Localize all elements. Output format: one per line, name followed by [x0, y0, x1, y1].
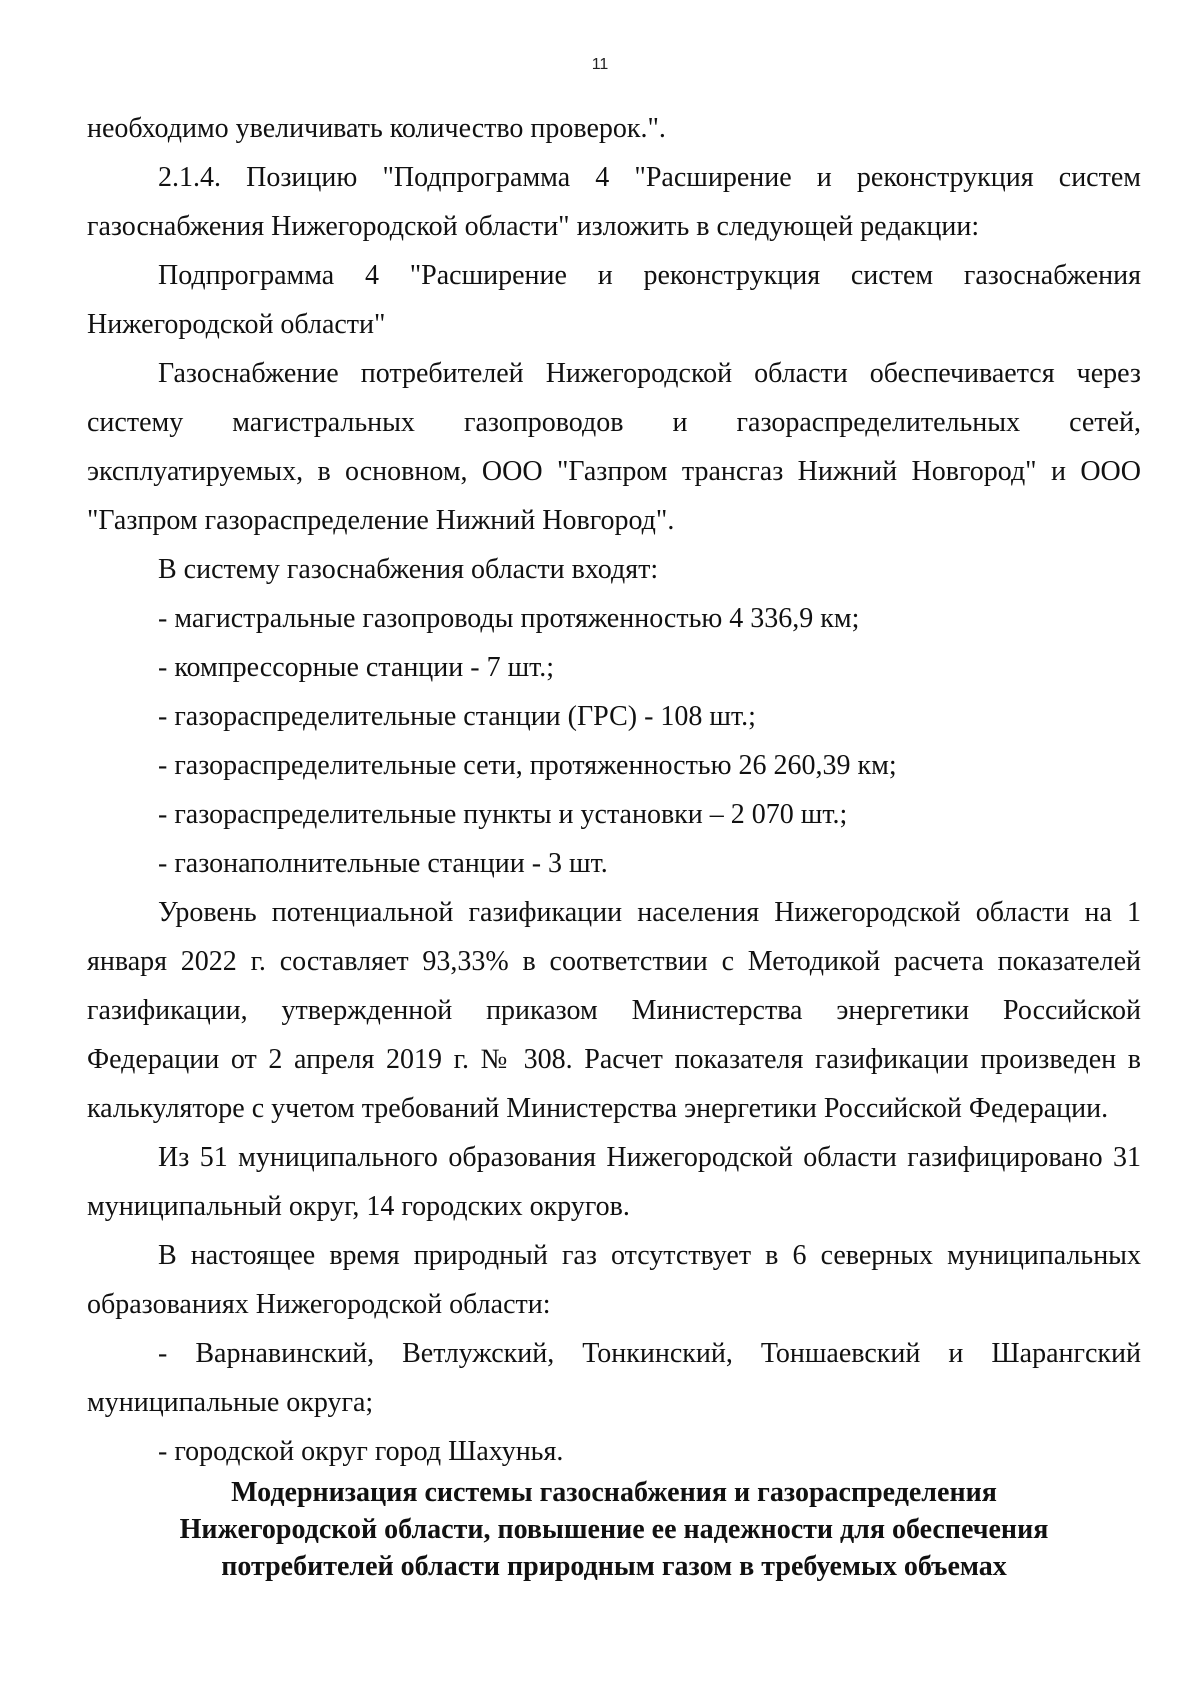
list-item: - газонаполнительные станции - 3 шт. — [158, 848, 608, 879]
section-heading-line: Модернизация системы газоснабжения и газораспределения — [231, 1477, 997, 1508]
paragraph: Из 51 муниципального образования Нижегородской области газифицировано 31 муниципальный округ, 14 городских округов. — [87, 1142, 1141, 1222]
paragraph: Газоснабжение потребителей Нижегородской области обеспечивается через систему магистральных газопроводов и газораспределительных сетей, эксплуатируемых, в основном, ООО "Газпром трансгаз Нижний Новгород" и ООО "Газпром газораспределение Нижний Новгород". — [87, 358, 1141, 536]
section-heading-line: Нижегородской области, повышение ее надежности для обеспечения — [179, 1514, 1049, 1545]
document-body — [87, 104, 1141, 1476]
list-item: - газораспределительные сети, протяженностью 26 260,39 км; — [158, 750, 897, 781]
section-heading-line: потребителей области природным газом в требуемых объемах — [221, 1551, 1007, 1582]
page-number: 11 — [591, 56, 609, 73]
paragraph: необходимо увеличивать количество проверок.". — [87, 113, 666, 144]
paragraph: 2.1.4. Позицию "Подпрограмма 4 "Расширение и реконструкция систем газоснабжения Нижегородской области" изложить в следующей редакции: — [87, 162, 1141, 242]
paragraph: В систему газоснабжения области входят: — [158, 554, 659, 585]
list-item: - Варнавинский, Ветлужский, Тонкинский, Тоншаевский и Шарангский муниципальные округа; — [87, 1338, 1141, 1418]
list-item: - магистральные газопроводы протяженностью 4 336,9 км; — [158, 603, 860, 634]
list-item: - газораспределительные пункты и установки – 2 070 шт.; — [158, 799, 848, 830]
list-item: - газораспределительные станции (ГРС) - 108 шт.; — [158, 701, 756, 732]
paragraph: Подпрограмма 4 "Расширение и реконструкция систем газоснабжения Нижегородской области" — [87, 260, 1141, 340]
list-item: - городской округ город Шахунья. — [158, 1436, 564, 1467]
paragraph: В настоящее время природный газ отсутствует в 6 северных муниципальных образованиях Нижегородской области: — [87, 1240, 1141, 1320]
section-heading — [87, 1474, 1141, 1585]
paragraph: Уровень потенциальной газификации населения Нижегородской области на 1 января 2022 г. составляет 93,33% в соответствии с Методикой расчета показателей газификации, утвержденной приказом Министерства энергетики Российской Федерации от 2 апреля 2019 г. № 308. Расчет показателя газификации произведен в калькуляторе с учетом требований Министерства энергетики Российской Федерации. — [87, 897, 1141, 1124]
list-item: - компрессорные станции - 7 шт.; — [158, 652, 555, 683]
